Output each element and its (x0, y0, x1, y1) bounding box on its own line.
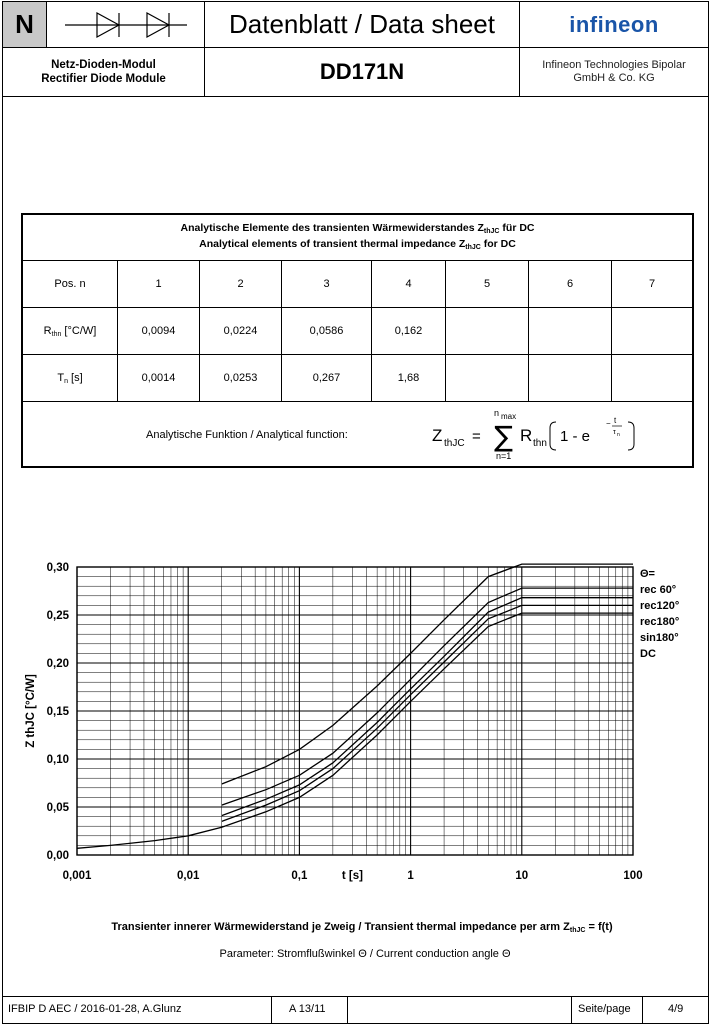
module-type-en: Rectifier Diode Module (41, 73, 166, 85)
infineon-logo: infineon (569, 11, 659, 37)
footer-divider-2 (347, 996, 348, 1024)
thermal-table (21, 213, 694, 468)
series-line-4 (77, 613, 633, 848)
table-title-en: Analytical elements of transient thermal impedance $Z_{thJC}$ for DC (199, 237, 516, 251)
doc-title-box (204, 1, 520, 48)
svg-text:n=1: n=1 (496, 451, 512, 461)
pos-cell-3: 3 (281, 261, 371, 308)
tn-cell-6 (528, 355, 611, 402)
tn-cell-7 (611, 355, 692, 402)
svg-text:Z: Z (432, 426, 443, 445)
footer-page-number: 4/9 (668, 1003, 684, 1015)
legend-entry: rec120° (640, 600, 680, 612)
x-axis-label: t [s] (341, 870, 364, 882)
x-tick-label: 10 (515, 870, 529, 882)
svg-text:1 - e: 1 - e (560, 428, 591, 445)
footer-author: IFBIP D AEC / 2016-01-28, A.Glunz (8, 1003, 182, 1015)
company-box (519, 47, 709, 97)
tn-cell-4: 1,68 (371, 355, 445, 402)
chart-parameter: Parameter: Stromflußwinkel Θ / Current conduction angle Θ (219, 948, 511, 960)
product-name: DD171N (319, 59, 405, 84)
y-tick-label: 0,15 (46, 706, 69, 718)
diode-symbol-box (46, 1, 205, 48)
footer-page-label: Seite/page (578, 1003, 631, 1015)
product-box (204, 47, 520, 97)
x-tick-label: 0,01 (177, 870, 200, 882)
doc-title: Datenblatt / Data sheet (229, 9, 495, 39)
footer-divider-1 (271, 996, 272, 1024)
chart-caption: Transienter innerer Wärmewiderstand je Zweig / Transient thermal impedance per arm $Z_{thJC} = f(t)$ (111, 921, 613, 934)
y-tick-label: 0,20 (46, 658, 69, 670)
row-label-pos (23, 261, 117, 308)
rthn-cell-7 (611, 308, 692, 355)
y-tick-label: 0,25 (46, 610, 69, 622)
rthn-cell-3: 0,0586 (281, 308, 371, 355)
series-line-1 (222, 588, 633, 805)
y-tick-label: 0,30 (46, 562, 69, 574)
footer-divider-3 (571, 996, 572, 1024)
y-tick-label: 0,10 (46, 754, 69, 766)
pos-cell-5: 5 (445, 261, 528, 308)
t-label: $T_n$ [s] (57, 371, 83, 385)
y-tick-label: 0,05 (46, 802, 69, 814)
row-label-rthn (23, 308, 117, 355)
logo-box (519, 1, 709, 48)
type-letter: N (15, 9, 34, 39)
tn-cell-5 (445, 355, 528, 402)
rthn-cell-2: 0,0224 (199, 308, 281, 355)
legend-entry: rec 60° (640, 584, 677, 596)
legend-entry: rec180° (640, 616, 680, 628)
x-tick-label: 100 (623, 870, 643, 882)
svg-text:n: n (494, 408, 500, 418)
x-tick-label: 0,1 (291, 870, 308, 882)
svg-text:R: R (520, 426, 533, 445)
legend-entry: sin180° (640, 632, 679, 644)
table-title (23, 215, 692, 261)
pos-label: Pos. n (54, 278, 86, 290)
series-line-2 (222, 598, 633, 816)
svg-text:max: max (501, 412, 517, 421)
function-formula (428, 404, 648, 462)
zthjc-chart (0, 555, 711, 890)
footer-divider-4 (642, 996, 643, 1024)
rthn-cell-4: 0,162 (371, 308, 445, 355)
y-tick-label: 0,00 (46, 850, 69, 862)
row-label-tn (23, 355, 117, 402)
company-line1: Infineon Technologies Bipolar (542, 59, 686, 71)
tn-cell-1: 0,0014 (117, 355, 199, 402)
pos-cell-4: 4 (371, 261, 445, 308)
rthn-cell-5 (445, 308, 528, 355)
legend-entry: DC (640, 648, 656, 660)
pos-cell-2: 2 (199, 261, 281, 308)
y-axis-label: Z thJC [°C/W] (25, 674, 37, 748)
svg-text:thJC: thJC (444, 438, 465, 449)
module-type-de: Netz-Dioden-Modul (51, 59, 156, 71)
double-diode-icon (61, 8, 191, 42)
svg-text:thn: thn (533, 438, 547, 449)
tn-cell-3: 0,267 (281, 355, 371, 402)
x-tick-label: 0,001 (62, 870, 92, 882)
svg-text:t: t (614, 416, 617, 425)
svg-text:n: n (617, 432, 620, 438)
module-type-box (2, 47, 205, 97)
footer-revision: A 13/11 (289, 1003, 326, 1015)
pos-cell-1: 1 (117, 261, 199, 308)
series-line-3 (222, 605, 633, 821)
rthn-cell-1: 0,0094 (117, 308, 199, 355)
svg-text:τ: τ (613, 429, 616, 436)
rthn-cell-6 (528, 308, 611, 355)
company-line2: GmbH & Co. KG (573, 72, 655, 84)
x-tick-label: 1 (407, 870, 414, 882)
svg-text:∑: ∑ (494, 420, 513, 453)
svg-text:=: = (472, 428, 481, 445)
table-function-row (23, 402, 692, 466)
tn-cell-2: 0,0253 (199, 355, 281, 402)
table-title-de: Analytische Elemente des transienten Wärmewiderstandes $Z_{thJC}$ für DC (180, 221, 535, 235)
pos-cell-6: 6 (528, 261, 611, 308)
legend-entry: Θ= (640, 568, 655, 580)
r-label: $R_{thn}$ [°C/W] (43, 324, 97, 338)
function-label: Analytische Funktion / Analytical function: (146, 429, 348, 441)
type-letter-box (2, 1, 47, 48)
svg-text:−: − (606, 419, 611, 428)
pos-cell-7: 7 (611, 261, 692, 308)
